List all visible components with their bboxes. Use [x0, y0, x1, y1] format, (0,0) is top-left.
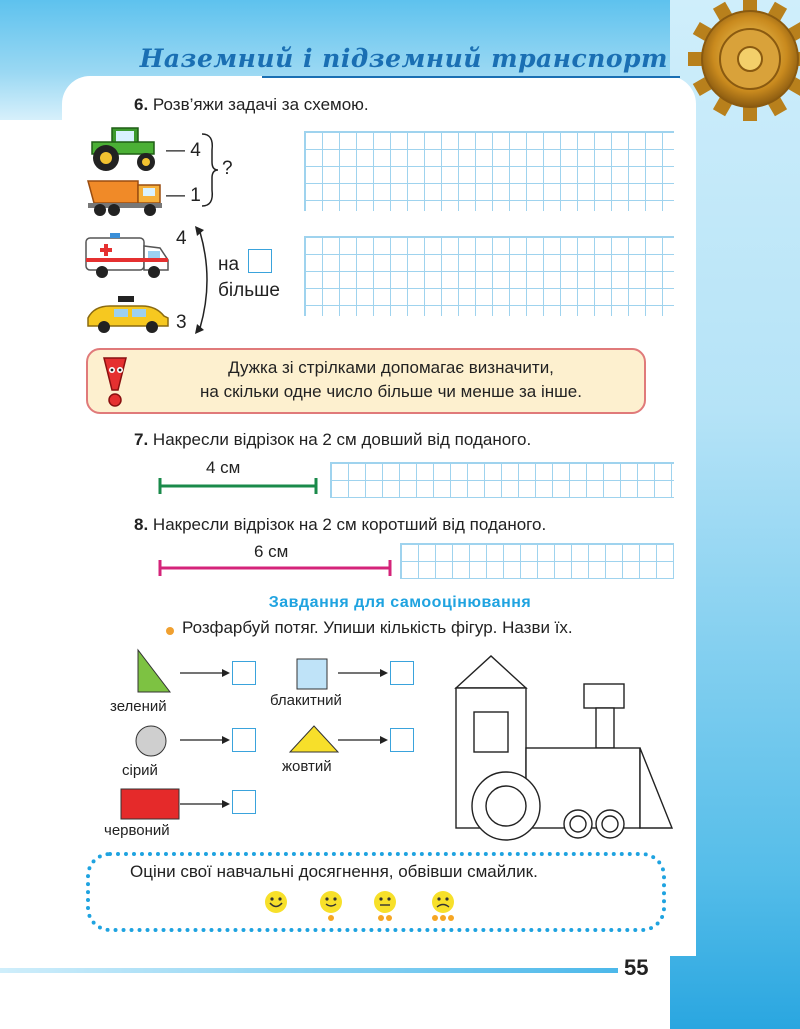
self-assessment-instruction: Розфарбуй потяг. Упиши кількість фігур. Назви їх. — [182, 618, 573, 637]
task8-number: 8. — [134, 515, 149, 534]
task6-heading — [134, 95, 369, 115]
taxi-count: 3 — [176, 312, 187, 333]
tractor-image — [86, 122, 166, 172]
gray-label: сірий — [122, 762, 158, 779]
gray-circle-shape — [134, 724, 168, 758]
yellow-label: жовтий — [282, 758, 332, 775]
bullet-dot — [166, 627, 174, 635]
segment-4cm — [158, 476, 320, 496]
red-label: червоний — [104, 822, 170, 839]
arrow-icon — [338, 733, 388, 747]
truck-count: — 1 — [166, 185, 201, 206]
footer-line — [0, 968, 618, 973]
question-mark: ? — [222, 158, 233, 179]
task7-number: 7. — [134, 430, 149, 449]
green-label: зелений — [110, 698, 167, 715]
task8-text: Накресли відрізок на 2 см коротший від поданого. — [152, 515, 547, 534]
page-number: 55 — [624, 955, 649, 980]
green-count-box[interactable] — [232, 661, 256, 685]
gear-icon — [685, 0, 800, 124]
blue-label: блакитний — [270, 692, 342, 709]
difference-answer-box[interactable] — [248, 249, 272, 273]
answer-grid-4[interactable] — [400, 543, 674, 579]
smiley-smile-icon[interactable] — [318, 890, 344, 922]
blue-square-shape — [296, 658, 328, 690]
task8-heading — [134, 515, 546, 535]
segment-6cm — [158, 558, 394, 578]
bilshe-label: більше — [218, 280, 280, 301]
tractor-count: — 4 — [166, 140, 201, 161]
taxi-image — [84, 296, 172, 334]
red-rectangle-shape — [120, 788, 180, 820]
task7-heading — [134, 430, 531, 450]
yellow-count-box[interactable] — [390, 728, 414, 752]
arrow-bracket-icon — [192, 224, 216, 336]
red-count-box[interactable] — [232, 790, 256, 814]
brace-icon — [200, 132, 220, 208]
yellow-triangle-shape — [288, 724, 340, 754]
ambulance-count: 4 — [176, 228, 187, 249]
gray-count-box[interactable] — [232, 728, 256, 752]
smiley-happy-icon[interactable] — [264, 890, 288, 914]
segment-4cm-label: 4 см — [206, 458, 241, 477]
arrow-icon — [338, 666, 388, 680]
tip-box — [86, 348, 646, 414]
green-triangle-shape — [136, 648, 172, 694]
ambulance-image — [82, 230, 174, 278]
evaluation-text: Оціни свої навчальні досягнення, обвівши смайлик. — [130, 862, 538, 881]
arrow-icon — [180, 797, 230, 811]
arrow-icon — [180, 733, 230, 747]
answer-grid-3[interactable] — [330, 462, 674, 498]
task7-text: Накресли відрізок на 2 см довший від поданого. — [152, 430, 532, 449]
task6-text: Розв’яжи задачі за схемою. — [152, 95, 369, 114]
answer-grid-2[interactable] — [304, 236, 674, 316]
na-label: на — [218, 254, 240, 275]
arrow-icon — [180, 666, 230, 680]
exclamation-icon — [98, 354, 132, 410]
self-assessment-title: Завдання для самооцінювання — [268, 594, 532, 611]
blue-count-box[interactable] — [390, 661, 414, 685]
smiley-neutral-icon[interactable] — [372, 890, 398, 922]
tip-line-1: Дужка зі стрілками допомагає визначити, — [228, 358, 554, 377]
tip-line-2: на скільки одне число більше чи менше за інше. — [200, 382, 582, 401]
chapter-title: Наземний і підземний транспорт — [139, 44, 668, 73]
dump-truck-image — [86, 175, 168, 217]
answer-grid-1[interactable] — [304, 131, 674, 211]
segment-6cm-label: 6 см — [254, 542, 289, 561]
title-underline — [262, 76, 680, 78]
smiley-sad-icon[interactable] — [428, 890, 458, 922]
train-drawing[interactable] — [446, 652, 702, 848]
task6-number: 6. — [134, 95, 149, 114]
